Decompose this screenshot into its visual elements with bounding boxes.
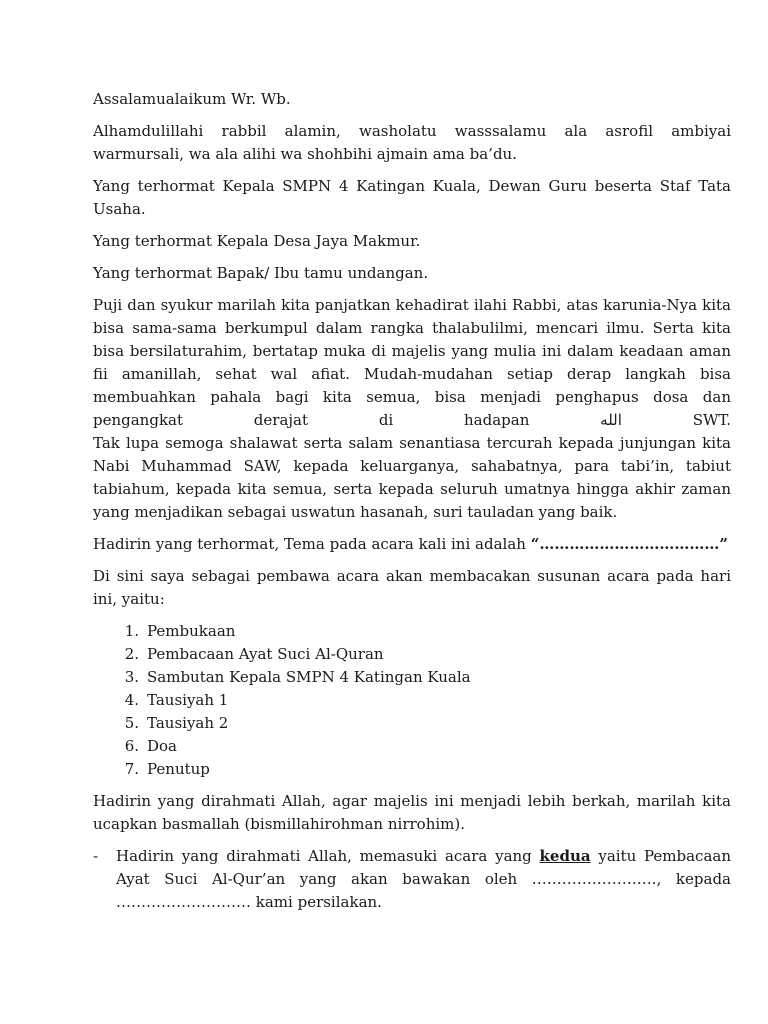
agenda-list <box>93 620 731 781</box>
list-item-label: Doa <box>147 737 177 755</box>
list-item-number: 3. <box>124 668 139 686</box>
list-item <box>115 735 731 758</box>
list-item-label: Penutup <box>147 760 210 778</box>
gratitude-text: Puji dan syukur marilah kita panjatkan kehadirat ilahi Rabbi, atas karunia-Nya kita bisa sama-sama berkumpul dalam rangka thalabulilmi, mencari ilmu. Serta kita bisa bersilaturahim, bertatap muka di majelis yang mulia ini dalam keadaan aman fii amanillah, sehat wal afiat. Mudah-mudahan setiap derap langkah bisa membuahkan pahala bagi kita semua, bisa menjadi penghapus dosa dan pengangkat derajat di hadapan <box>93 296 731 429</box>
list-item-label: Pembukaan <box>147 622 236 640</box>
second-tail: yaitu Pembacaan Ayat Suci Al-Qur’an yang akan bawakan oleh ……………………., kepada ……………………… kami persilakan. <box>116 847 732 911</box>
honor-paragraph-3: Yang terhormat Bapak/ Ibu tamu undangan. <box>93 264 429 282</box>
second-program-item <box>93 845 731 914</box>
honor-paragraph-2: Yang terhormat Kepala Desa Jaya Makmur. <box>93 232 421 250</box>
list-item <box>115 666 731 689</box>
list-item <box>115 712 731 735</box>
theme-lead: Hadirin yang terhormat, Tema pada acara kali ini adalah <box>93 535 531 553</box>
list-item-label: Tausiyah 1 <box>147 691 229 709</box>
second-lead: Hadirin yang dirahmati Allah, memasuki acara yang <box>116 847 540 865</box>
list-item <box>115 643 731 666</box>
honor-paragraph-1: Yang terhormat Kepala SMPN 4 Katingan Kuala, Dewan Guru beserta Staf Tata Usaha. <box>93 177 731 218</box>
basmallah-paragraph: Hadirin yang dirahmati Allah, agar majelis ini menjadi lebih berkah, marilah kita ucapkan basmallah (bismillahirohman nirrohim). <box>93 792 731 833</box>
list-item-label: Sambutan Kepala SMPN 4 Katingan Kuala <box>147 668 471 686</box>
second-emphasis: kedua <box>539 847 591 865</box>
document-page <box>93 88 731 914</box>
agenda-intro: Di sini saya sebagai pembawa acara akan membacakan susunan acara pada hari ini, yaitu: <box>93 567 731 608</box>
list-item-number: 5. <box>124 714 139 732</box>
list-item-number: 1. <box>124 622 139 640</box>
allah-arabic: الله <box>600 411 622 429</box>
theme-blank: “………………………………” <box>530 535 728 553</box>
second-program-text <box>116 845 731 914</box>
list-item-number: 4. <box>124 691 139 709</box>
list-item <box>115 620 731 643</box>
theme-paragraph <box>93 533 731 556</box>
greeting: Assalamualaikum Wr. Wb. <box>93 90 291 108</box>
list-item-number: 7. <box>124 760 139 778</box>
list-item <box>115 758 731 781</box>
dash-marker: - <box>93 847 99 865</box>
list-item-number: 2. <box>124 645 139 663</box>
list-item <box>115 689 731 712</box>
list-item-label: Tausiyah 2 <box>147 714 229 732</box>
shalawat-paragraph: Tak lupa semoga shalawat serta salam senantiasa tercurah kepada junjungan kita Nabi Muhammad SAW, kepada keluarganya, sahabatnya, para tabi’in, tabiut tabiahum, kepada kita semua, serta kepada seluruh umatnya hingga akhir zaman yang menjadikan sebagai uswatun hasanah, suri tauladan yang baik. <box>93 434 731 521</box>
list-item-number: 6. <box>124 737 139 755</box>
swt-text: SWT. <box>692 411 731 429</box>
gratitude-paragraph <box>93 294 731 432</box>
hamdalah-paragraph: Alhamdulillahi rabbil alamin, washolatu wasssalamu ala asrofil ambiyai warmursali, wa ala alihi wa shohbihi ajmain ama ba’du. <box>93 122 731 163</box>
list-item-label: Pembacaan Ayat Suci Al-Quran <box>147 645 384 663</box>
